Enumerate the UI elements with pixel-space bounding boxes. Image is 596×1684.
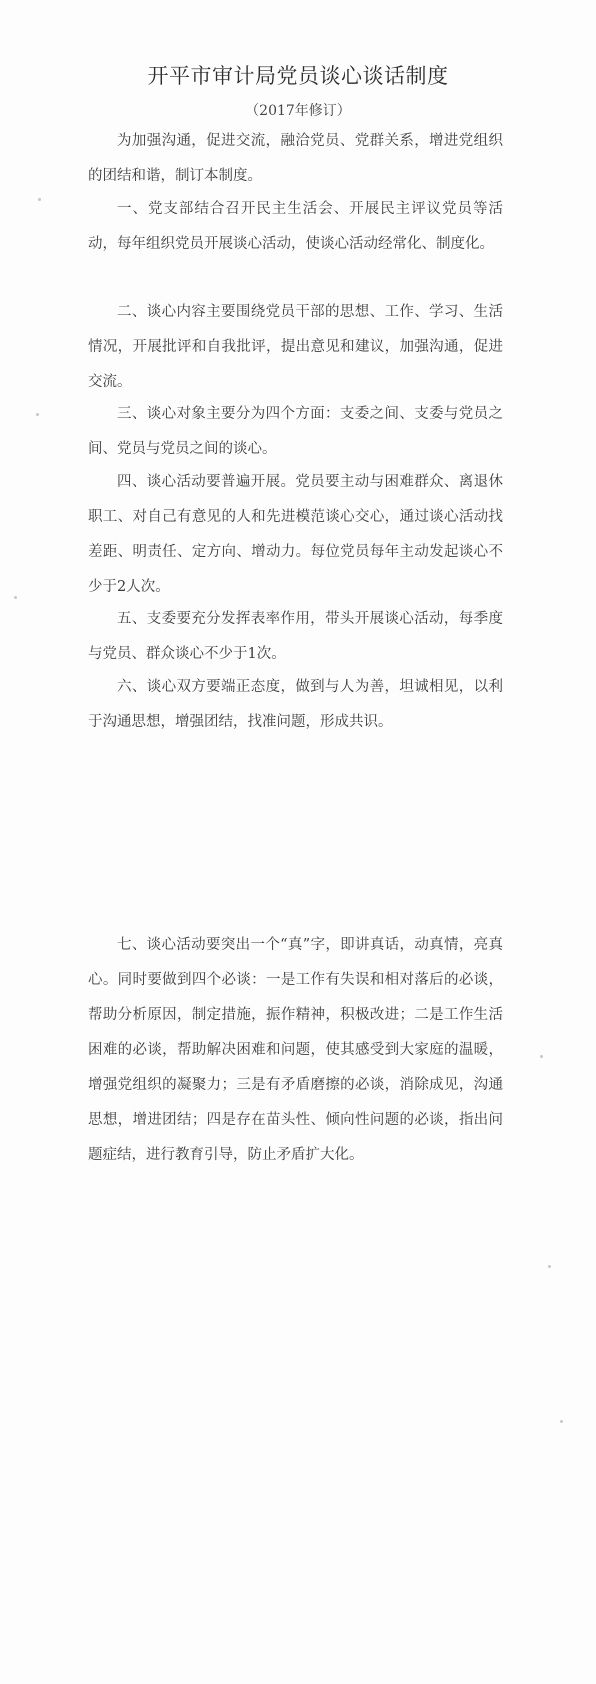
paragraph-6: 六、谈心双方要端正态度，做到与人为善，坦诚相见，以利于沟通思想，增强团结，找准问题，形成共识。 xyxy=(88,679,503,730)
page-title: 开平市审计局党员谈心谈话制度 xyxy=(147,64,449,88)
paragraph-3: 三、谈心对象主要分为四个方面：支委之间、支委与党员之间、党员与党员之间的谈心。 xyxy=(88,406,503,457)
scan-speck xyxy=(14,596,17,599)
paragraph-4: 四、谈心活动要普遍开展。党员要主动与困难群众、离退休职工、对自己有意见的人和先进模范谈心交心，通过谈心活动找差距、明责任、定方向、增动力。每位党员每年主动发起谈心不少于2人次。 xyxy=(88,474,503,595)
paragraph-intro: 为加强沟通，促进交流，融洽党员、党群关系，增进党组织的团结和谐，制订本制度。 xyxy=(88,133,503,184)
scan-speck xyxy=(36,413,39,416)
paragraph-1: 一、党支部结合召开民主生活会、开展民主评议党员等活动，每年组织党员开展谈心活动，使谈心活动经常化、制度化。 xyxy=(88,201,503,252)
scan-speck xyxy=(540,1055,543,1058)
scan-speck xyxy=(38,198,41,201)
paragraph-7: 七、谈心活动要突出一个“真”字，即讲真话，动真情，亮真心。同时要做到四个必谈：一是工作有失误和相对落后的必谈，帮助分析原因，制定措施，振作精神，积极改进；二是工作生活困难的必谈，帮助解决困难和问题，使其感受到大家庭的温暖，增强党组织的凝聚力；三是有矛盾磨擦的必谈，消除成见，沟通思想，增进团结；四是存在苗头性、倾向性问题的必谈，指出问题症结，进行教育引导，防止矛盾扩大化。 xyxy=(88,937,503,1163)
scan-speck xyxy=(548,1265,551,1268)
paragraph-2: 二、谈心内容主要围绕党员干部的思想、工作、学习、生活情况，开展批评和自我批评，提出意见和建议，加强沟通，促进交流。 xyxy=(88,304,503,390)
paragraph-5: 五、支委要充分发挥表率作用，带头开展谈心活动，每季度与党员、群众谈心不少于1次。 xyxy=(88,611,503,662)
revision-note: （2017年修订） xyxy=(245,103,351,119)
scan-speck xyxy=(560,1420,563,1423)
